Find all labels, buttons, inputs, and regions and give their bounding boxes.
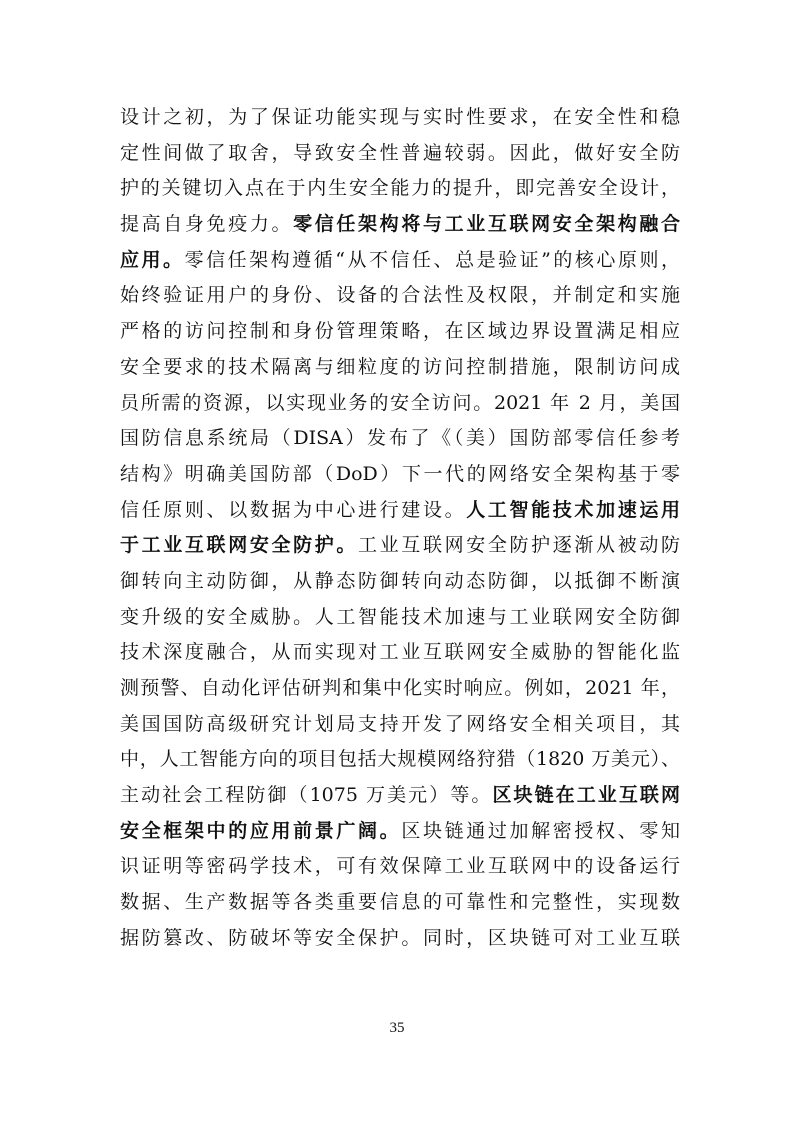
- text-line: [120, 100, 680, 136]
- body-text-run: 技术深度融合，从而实现对工业互联网安全威胁的智能化监: [120, 641, 680, 664]
- bold-heading-text: 于工业互联网安全防护。: [120, 534, 359, 557]
- text-line: [120, 707, 680, 743]
- body-text-run: 结构》明确美国防部（DoD）下一代的网络安全架构基于零: [120, 462, 680, 485]
- page-number: 35: [389, 1020, 405, 1036]
- body-text-run: 变升级的安全威胁。人工智能技术加速与工业联网安全防御: [120, 605, 680, 628]
- body-text-run: 始终验证用户的身份、设备的合法性及权限，并制定和实施: [120, 284, 680, 307]
- body-text-run: 安全要求的技术隔离与细粒度的访问控制措施，限制访问成: [120, 355, 680, 378]
- text-line: [120, 671, 680, 707]
- body-text-run: 美国国防高级研究计划局支持开发了网络安全相关项目，其: [120, 712, 680, 735]
- body-text-run: 测预警、自动化评估研判和集中化实时响应。例如，2021 年，: [120, 677, 680, 699]
- body-text-run: 工业互联网安全防护逐渐从被动防: [358, 534, 680, 557]
- text-line: [120, 742, 680, 778]
- body-text-run: 护的关键切入点在于内生安全能力的提升，即完善安全设计，: [120, 177, 680, 200]
- text-line: [120, 314, 680, 350]
- body-text-run: 识证明等密码学技术，可有效保障工业互联网中的设备运行: [120, 855, 680, 878]
- body-text-run: 严格的访问控制和身份管理策略，在区域边界设置满足相应: [120, 320, 680, 343]
- bold-heading-text: 零信任架构将与工业互联网安全架构融合: [293, 213, 680, 236]
- text-line: [120, 600, 680, 636]
- text-line: [120, 814, 680, 850]
- text-line: [120, 778, 680, 814]
- bold-heading-text: 区块链在工业互联网: [492, 784, 680, 807]
- bold-heading-text: 应用。: [120, 248, 185, 271]
- body-paragraph: [120, 100, 680, 957]
- text-line: [120, 493, 680, 529]
- body-text-run: 国防信息系统局（DISA）发布了《（美）国防部零信任参考: [120, 427, 680, 450]
- body-text-run: 设计之初，为了保证功能实现与实时性要求，在安全性和稳: [120, 106, 680, 128]
- body-text-run: 据防篡改、防破坏等安全保护。同时，区块链可对工业互联: [120, 926, 680, 949]
- text-line: [120, 171, 680, 207]
- body-text-run: 信任原则、以数据为中心进行建设。: [120, 498, 467, 521]
- text-line: [120, 350, 680, 386]
- text-line: [120, 421, 680, 457]
- text-line: [120, 528, 680, 564]
- body-text-run: 区块链通过加解密授权、零知: [401, 819, 680, 842]
- text-line: [120, 243, 680, 279]
- text-line: [120, 564, 680, 600]
- bold-heading-text: 人工智能技术加速运用: [466, 498, 680, 521]
- body-text-run: 数据、生产数据等各类重要信息的可靠性和完整性，实现数: [120, 891, 680, 914]
- text-line: [120, 635, 680, 671]
- body-text-run: 零信任架构遵循“从不信任、总是验证”的核心原则，: [184, 248, 680, 271]
- body-text-run: 御转向主动防御，从静态防御转向动态防御，以抵御不断演: [120, 569, 680, 592]
- text-line: [120, 921, 680, 957]
- text-line: [120, 207, 680, 243]
- text-line: [120, 885, 680, 921]
- body-text-run: 主动社会工程防御（1075 万美元）等。: [120, 784, 493, 807]
- body-text-run: 提高自身免疫力。: [120, 213, 294, 236]
- text-line: [120, 386, 680, 422]
- bold-heading-text: 安全框架中的应用前景广阔。: [120, 819, 402, 842]
- text-line: [120, 136, 680, 172]
- text-line: [120, 457, 680, 493]
- text-line: [120, 278, 680, 314]
- body-text-run: 定性间做了取舍，导致安全性普遍较弱。因此，做好安全防: [120, 141, 680, 164]
- body-text-run: 员所需的资源，以实现业务的安全访问。2021 年 2 月，美国: [120, 391, 680, 414]
- body-text-run: 中，人工智能方向的项目包括大规模网络狩猎（1820 万美元）、: [120, 748, 680, 771]
- text-line: [120, 849, 680, 885]
